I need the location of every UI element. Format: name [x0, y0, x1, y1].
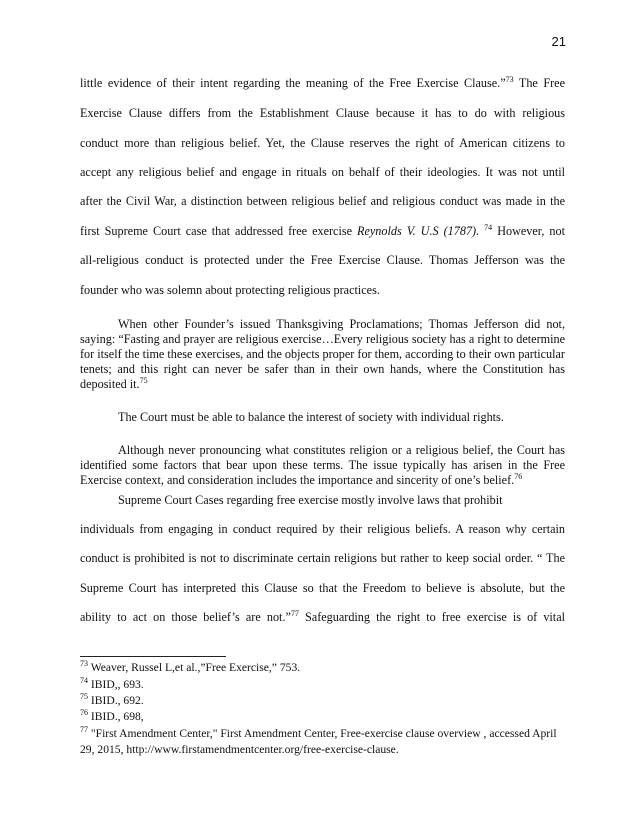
footnote-number: 74	[80, 676, 88, 686]
body-line-1	[80, 76, 565, 91]
body-line-7: all-religious conduct is protected under the Free Exercise Clause. Thomas Jefferson was the	[80, 253, 565, 267]
footnote-number: 73	[80, 659, 88, 669]
footnote-77	[80, 726, 570, 758]
footnote-75	[80, 694, 570, 708]
footnote-text: IBID., 692.	[88, 694, 144, 707]
body-line-2: Exercise Clause differs from the Establishment Clause because it has to do with religious	[80, 106, 565, 120]
block-quote-jefferson	[80, 317, 565, 392]
footnote-text: Weaver, Russel L,et al.,”Free Exercise,” 753.	[88, 661, 301, 674]
quote-text: Although never pronouncing what constitutes religion or a religious belief, the Court has identified some factors that bear upon these terms. The issue typically has arisen in the Free Exercise context, and consideration includes the importance and sincerity of one’s belief.	[80, 443, 565, 487]
footnote-ref[interactable]: 76	[514, 471, 523, 481]
footnote-text: IBID,, 693.	[88, 678, 144, 691]
line-text: However, not	[492, 224, 566, 238]
footnote-ref[interactable]: 74	[484, 222, 493, 232]
line-text: Supreme Court Cases regarding free exercise mostly involve laws that prohibit	[118, 493, 503, 507]
footnote-number: 76	[80, 708, 88, 718]
line-text: little evidence of their intent regarding the meaning of the Free Exercise Clause.”	[80, 76, 506, 90]
footnote-text: IBID., 698,	[88, 710, 144, 723]
footnote-73	[80, 661, 570, 675]
footnote-separator	[80, 656, 226, 657]
body-line-10: individuals from engaging in conduct required by their religious beliefs. A reason why certain	[80, 522, 565, 536]
quote-text: When other Founder’s issued Thanksgiving Proclamations; Thomas Jefferson did not, saying: “Fasting and prayer are religious exercise…Every religious society has a right to determine for itself the time these exercises, and the objects proper for them, according to their own particular tenets; and this right can never be safer than in their own hands, where the Constitution has deposited it.	[80, 317, 565, 391]
footnote-ref[interactable]: 77	[290, 608, 299, 618]
line-text: Safeguarding the right to free exercise is of vital	[298, 610, 565, 624]
body-line-13	[80, 610, 565, 625]
case-citation: Reynolds V. U.S (1787).	[357, 224, 480, 238]
footnote-76	[80, 710, 570, 724]
footnote-text: "First Amendment Center," First Amendment Center, Free-exercise clause overview , accessed April 29, 2015, http://www.firstamendmentcenter.org/free-exercise-clause.	[80, 727, 557, 756]
body-line-12: Supreme Court has interpreted this Clause so that the Freedom to believe is absolute, but the	[80, 581, 565, 595]
footnote-74	[80, 678, 570, 692]
footnote-ref[interactable]: 73	[505, 74, 514, 84]
body-line-11: conduct is prohibited is not to discriminate certain religions but rather to keep social order. “ The	[80, 551, 565, 565]
footnote-number: 77	[80, 725, 88, 735]
body-line-6	[80, 224, 565, 239]
body-line-3: conduct more than religious belief. Yet, the Clause reserves the right of American citizens to	[80, 136, 565, 150]
line-text: ability to act on those belief’s are not.”	[80, 610, 291, 624]
line-text: The Free	[513, 76, 565, 90]
footnote-number: 75	[80, 692, 88, 702]
body-line-4: accept any religious belief and engage in rituals on behalf of their ideologies. It was not until	[80, 165, 565, 179]
body-line-8: founder who was solemn about protecting religious practices.	[80, 283, 380, 297]
block-quote-balance	[80, 410, 565, 425]
block-quote-factors	[80, 443, 565, 488]
quote-text: The Court must be able to balance the interest of society with individual rights.	[118, 410, 504, 424]
page-number: 21	[551, 34, 566, 49]
line-text: first Supreme Court case that addressed free exercise	[80, 224, 358, 238]
body-line-9	[80, 493, 565, 508]
footnote-ref[interactable]: 75	[139, 375, 148, 385]
body-line-5: after the Civil War, a distinction between religious belief and religious conduct was made in the	[80, 194, 565, 208]
